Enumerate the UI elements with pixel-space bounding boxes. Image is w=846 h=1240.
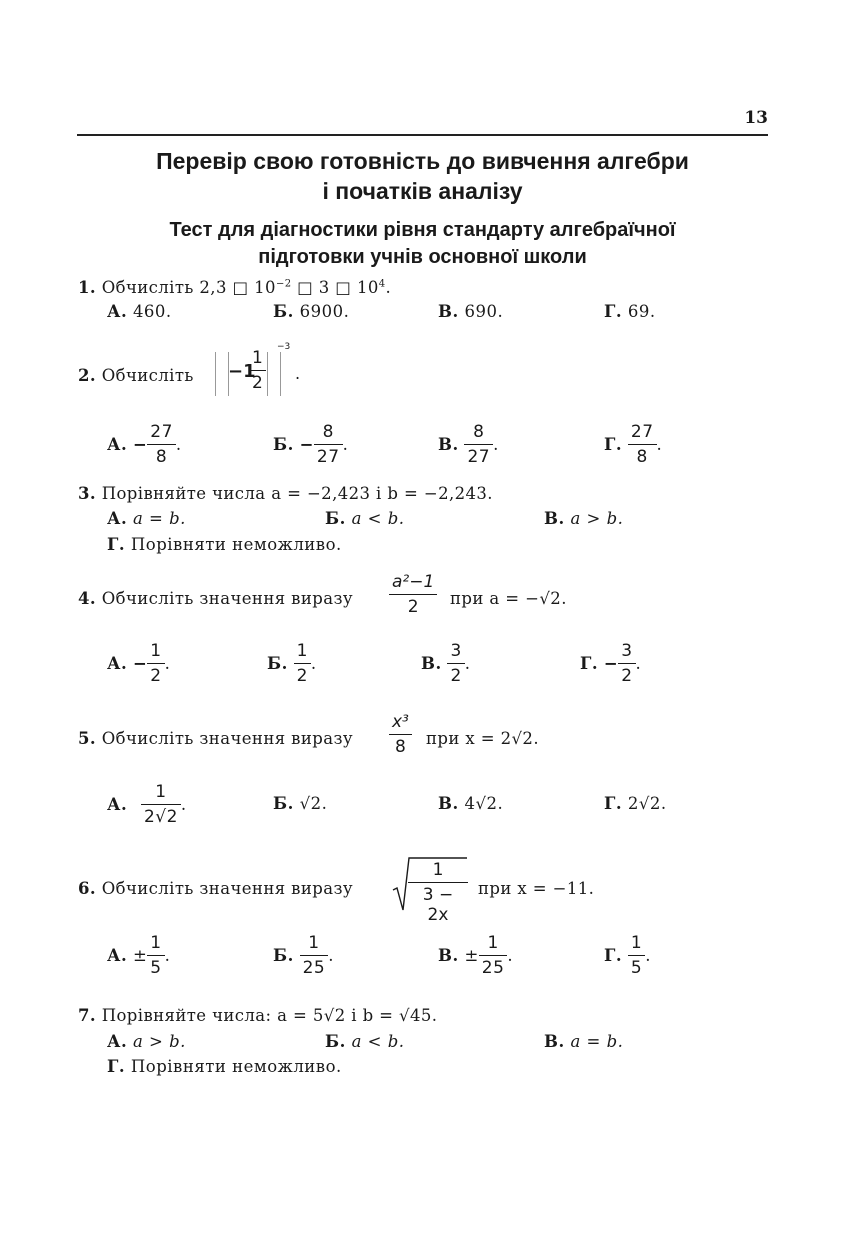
question-1 bbox=[78, 278, 391, 297]
whole-part: −1 bbox=[228, 361, 256, 382]
option-label: Б. bbox=[273, 794, 294, 813]
q4-option-d[interactable]: Г. − $\frac{3}{2}$ . bbox=[580, 641, 642, 686]
question-number: 5. bbox=[78, 729, 97, 748]
subtitle-line1: Тест для діагностики рівня стандарту алгебраїчної bbox=[169, 219, 676, 241]
q5-option-d[interactable] bbox=[604, 794, 667, 813]
option-label: Г. bbox=[580, 654, 599, 673]
option-label: А. bbox=[107, 795, 128, 814]
option-label: В. bbox=[438, 794, 459, 813]
fraction: $\frac{1}{2√2}$ bbox=[141, 782, 181, 827]
option-value: Порівняти неможливо. bbox=[130, 1057, 342, 1076]
q1-option-b[interactable] bbox=[273, 302, 349, 321]
option-label: А. bbox=[107, 946, 128, 965]
q5-option-b[interactable] bbox=[273, 794, 327, 813]
q6-condition: при x = −11. bbox=[478, 879, 595, 898]
question-2 bbox=[78, 366, 194, 385]
question-text: Обчисліть значення виразу bbox=[101, 589, 353, 608]
option-value: Порівняти неможливо. bbox=[130, 535, 342, 554]
question-text: Обчисліть 2,3 □ 10 bbox=[101, 278, 276, 297]
question-4 bbox=[78, 589, 353, 608]
sign: ± bbox=[464, 946, 479, 965]
page-title-line2: і початків аналізу bbox=[322, 178, 523, 204]
question-number: 6. bbox=[78, 879, 97, 898]
exponent: −3 bbox=[277, 342, 291, 352]
option-label: Б. bbox=[325, 1032, 346, 1051]
option-label: А. bbox=[107, 435, 128, 454]
q4-fraction: $\frac{\text{a²−1}}{2}$ bbox=[389, 572, 437, 617]
q1-option-c[interactable] bbox=[438, 302, 503, 321]
question-number: 2. bbox=[78, 366, 97, 385]
header-rule bbox=[77, 134, 768, 136]
option-label: В. bbox=[438, 946, 459, 965]
option-label: Б. bbox=[267, 654, 288, 673]
option-label: Г. bbox=[604, 302, 623, 321]
option-value: 460. bbox=[132, 302, 172, 321]
fraction: $\frac{1}{2}$ bbox=[294, 641, 311, 686]
q7-option-d[interactable] bbox=[107, 1057, 342, 1076]
exponent: −2 bbox=[275, 278, 292, 290]
option-value: a > b. bbox=[132, 1032, 186, 1051]
option-label: А. bbox=[107, 1032, 128, 1051]
option-value: √2. bbox=[299, 794, 328, 813]
fraction: $\frac{1}{2}$ bbox=[249, 348, 266, 393]
question-3 bbox=[78, 484, 493, 503]
q3-option-b[interactable] bbox=[325, 509, 405, 528]
q6-option-a[interactable]: А. ± $\frac{1}{5}$ . bbox=[107, 933, 171, 978]
option-value: 4√2. bbox=[464, 794, 504, 813]
q3-option-d[interactable] bbox=[107, 535, 342, 554]
option-value: 69. bbox=[627, 302, 656, 321]
option-value: 6900. bbox=[299, 302, 350, 321]
option-value: a = b. bbox=[570, 1032, 624, 1051]
q4-option-b[interactable]: Б. $\frac{1}{2}$ . bbox=[267, 641, 317, 686]
option-label: Б. bbox=[273, 946, 294, 965]
question-text: Порівняйте числа a = −2,423 і b = −2,243. bbox=[101, 484, 493, 503]
q5-option-c[interactable] bbox=[438, 794, 503, 813]
option-label: А. bbox=[107, 654, 128, 673]
q5-option-a[interactable]: А. $\frac{1}{2√2}$ . bbox=[107, 782, 187, 827]
question-7 bbox=[78, 1006, 437, 1025]
question-number: 3. bbox=[78, 484, 97, 503]
q6-option-d[interactable]: Г. $\frac{1}{5}$ . bbox=[604, 933, 651, 978]
page-number: 13 bbox=[744, 108, 768, 128]
fraction: $\frac{8}{27}$ bbox=[314, 422, 343, 467]
q5-condition: при x = 2√2. bbox=[426, 729, 539, 748]
question-number: 7. bbox=[78, 1006, 97, 1025]
fraction: $\frac{3}{2}$ bbox=[618, 641, 635, 686]
question-text-mid: □ 3 □ 10 bbox=[291, 278, 379, 297]
period: . bbox=[295, 364, 301, 383]
sign: − bbox=[132, 435, 148, 454]
option-value: 690. bbox=[464, 302, 504, 321]
option-value: a < b. bbox=[351, 509, 405, 528]
sign: − bbox=[299, 435, 314, 454]
option-label: В. bbox=[438, 302, 459, 321]
question-number: 1. bbox=[78, 278, 97, 297]
option-label: В. bbox=[544, 1032, 565, 1051]
q7-option-a[interactable] bbox=[107, 1032, 186, 1051]
fraction: $\frac{1}{25}$ bbox=[300, 933, 329, 978]
option-label: Г. bbox=[107, 1057, 126, 1076]
fraction: $\frac{1}{5}$ bbox=[147, 933, 164, 978]
q4-option-c[interactable]: В. $\frac{3}{2}$ . bbox=[421, 641, 471, 686]
q6-option-b[interactable]: Б. $\frac{1}{25}$ . bbox=[273, 933, 334, 978]
option-label: Г. bbox=[107, 535, 126, 554]
option-value: a = b. bbox=[132, 509, 186, 528]
q6-root bbox=[392, 856, 468, 925]
option-label: Г. bbox=[604, 794, 623, 813]
q5-fraction: $\frac{\text{x³}}{8}$ bbox=[389, 712, 412, 757]
question-text: Обчисліть bbox=[101, 366, 194, 385]
fraction: $\frac{8}{27}$ bbox=[464, 422, 493, 467]
option-label: В. bbox=[438, 435, 459, 454]
option-label: А. bbox=[107, 509, 128, 528]
q6-option-c[interactable]: В. ± $\frac{1}{25}$ . bbox=[438, 933, 514, 978]
q1-option-a[interactable] bbox=[107, 302, 172, 321]
q1-option-d[interactable] bbox=[604, 302, 656, 321]
subtitle-line2: підготовки учнів основної школи bbox=[258, 246, 587, 268]
question-5 bbox=[78, 729, 353, 748]
option-label: В. bbox=[544, 509, 565, 528]
q7-option-b[interactable] bbox=[325, 1032, 405, 1051]
q2-expression bbox=[215, 342, 301, 398]
q4-condition: при a = −√2. bbox=[450, 589, 567, 608]
option-label: Б. bbox=[273, 302, 294, 321]
question-text-end: . bbox=[385, 278, 392, 297]
question-6 bbox=[78, 879, 353, 898]
question-number: 4. bbox=[78, 589, 97, 608]
q2-option-b[interactable]: Б. − $\frac{8}{27}$ . bbox=[273, 422, 349, 467]
bracket-left bbox=[215, 352, 229, 396]
q3-option-c[interactable] bbox=[544, 509, 623, 528]
question-text: Обчисліть значення виразу bbox=[101, 729, 353, 748]
question-text: Порівняйте числа: a = 5√2 і b = √45. bbox=[101, 1006, 438, 1025]
sign: ± bbox=[132, 946, 148, 965]
q2-option-a[interactable]: А. − $\frac{27}{8}$ . bbox=[107, 422, 182, 467]
option-label: А. bbox=[107, 302, 128, 321]
question-text: Обчисліть значення виразу bbox=[101, 879, 353, 898]
fraction: $\frac{27}{8}$ bbox=[147, 422, 176, 467]
fraction: $\frac{1}{3 - 2x}$ bbox=[408, 860, 468, 925]
option-value: 2√2. bbox=[627, 794, 667, 813]
fraction: $\frac{1}{2}$ bbox=[147, 641, 164, 686]
exponent: 4 bbox=[378, 278, 386, 290]
sign: − bbox=[132, 654, 148, 673]
option-label: Г. bbox=[604, 946, 623, 965]
q2-option-c[interactable]: В. $\frac{8}{27}$ . bbox=[438, 422, 499, 467]
bracket-right bbox=[267, 352, 281, 396]
sign: − bbox=[603, 654, 619, 673]
option-value: a < b. bbox=[351, 1032, 405, 1051]
fraction: $\frac{27}{8}$ bbox=[628, 422, 657, 467]
q7-option-c[interactable] bbox=[544, 1032, 623, 1051]
q4-option-a[interactable]: А. − $\frac{1}{2}$ . bbox=[107, 641, 171, 686]
option-label: В. bbox=[421, 654, 442, 673]
page-title-line1: Перевір свою готовність до вивчення алгебри bbox=[156, 148, 689, 174]
fraction: $\frac{1}{5}$ bbox=[628, 933, 645, 978]
option-label: Б. bbox=[273, 435, 294, 454]
option-label: Г. bbox=[604, 435, 623, 454]
option-value: a > b. bbox=[570, 509, 624, 528]
q2-option-d[interactable]: Г. $\frac{27}{8}$ . bbox=[604, 422, 663, 467]
q3-option-a[interactable] bbox=[107, 509, 186, 528]
fraction: $\frac{1}{25}$ bbox=[479, 933, 508, 978]
fraction: $\frac{3}{2}$ bbox=[447, 641, 464, 686]
option-label: Б. bbox=[325, 509, 346, 528]
